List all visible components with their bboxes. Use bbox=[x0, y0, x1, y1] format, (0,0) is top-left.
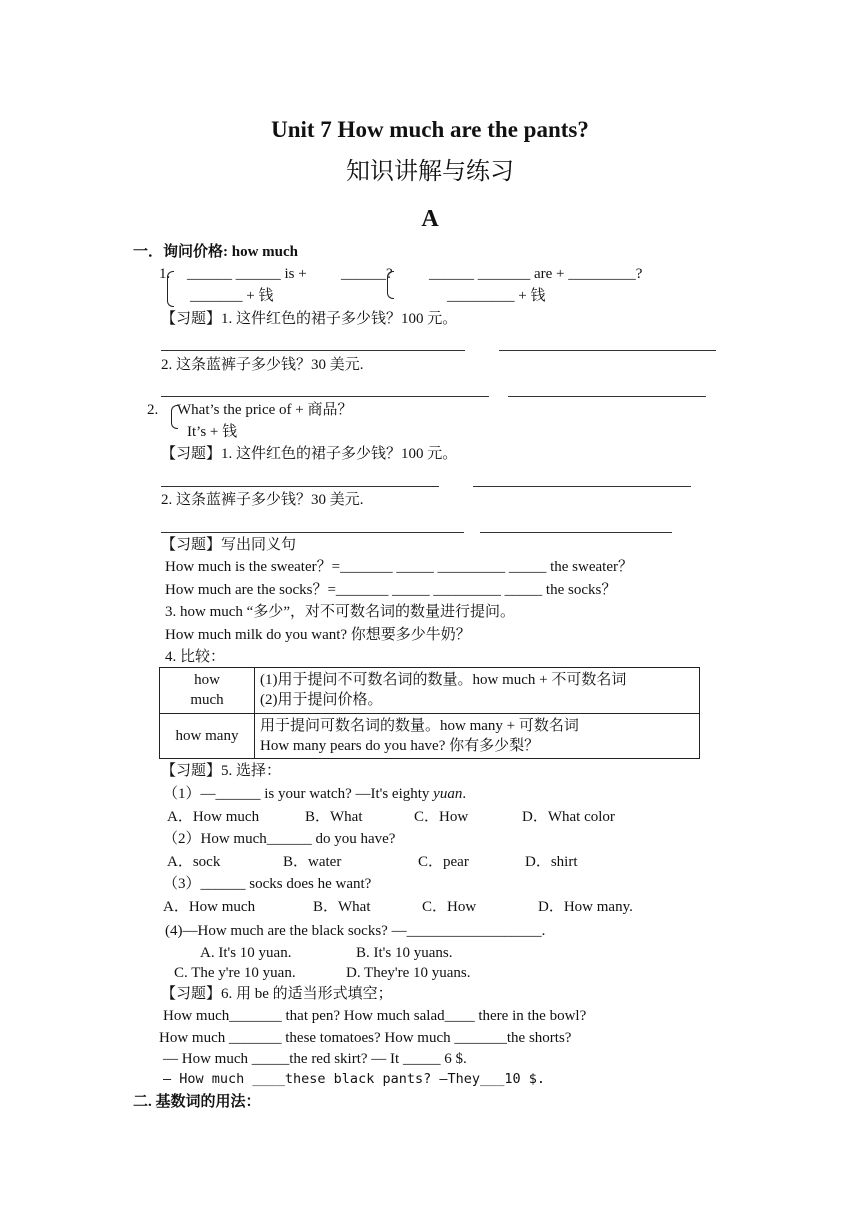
answer-line bbox=[480, 532, 672, 533]
section-letter: A bbox=[421, 206, 439, 232]
synonym-sentence-2: How much are the socks？=_______ _____ _________ _____ the socks？ bbox=[165, 582, 617, 598]
pattern-1-line2-a: _______ + 钱 bbox=[190, 288, 274, 304]
q2-option-b: B．water bbox=[283, 854, 342, 870]
q4-option-c: C. The y're 10 yuan. bbox=[174, 965, 296, 981]
q3-option-c: C．How bbox=[422, 899, 477, 915]
exercise-2-question-2: 2. 这条蓝裤子多少钱？30 美元. bbox=[161, 492, 364, 508]
pattern-2-number: 2. bbox=[147, 402, 159, 418]
pattern-1-line1-a: ______ ______ is + bbox=[187, 266, 307, 282]
answer-line bbox=[508, 396, 706, 397]
q1-option-b: B．What bbox=[305, 809, 363, 825]
comparison-table bbox=[159, 667, 700, 759]
table-cell-how-many-desc bbox=[255, 713, 700, 759]
q1-option-d: D．What color bbox=[522, 809, 615, 825]
fill-sentence-4: — How much ____these black pants? —They___10 $. bbox=[163, 1071, 546, 1087]
synonym-heading: 【习题】写出同义句 bbox=[161, 537, 297, 553]
fill-sentence-3: — How much _____the red skirt? — It _____ 6 $. bbox=[163, 1051, 467, 1067]
exercise-2-heading: 【习题】1. 这件红色的裙子多少钱？100 元。 bbox=[161, 446, 458, 462]
table-row bbox=[160, 713, 700, 759]
pattern-2-line1: What’s the price of + 商品？ bbox=[177, 402, 353, 418]
q1-option-c: C．How bbox=[414, 809, 469, 825]
q3-option-d: D．How many. bbox=[538, 899, 633, 915]
question-3: （3）______ socks does he want? bbox=[163, 876, 372, 892]
point-3: 3. how much “多少”，对不可数名词的数量进行提问。 bbox=[165, 604, 515, 620]
point-4: 4. 比较： bbox=[165, 649, 226, 665]
q4-option-d: D. They're 10 yuans. bbox=[346, 965, 471, 981]
exercise-1-question-2: 2. 这条蓝裤子多少钱？30 美元. bbox=[161, 357, 364, 373]
exercise-5-heading: 【习题】5. 选择： bbox=[161, 763, 282, 779]
fill-sentence-2: How much _______ these tomatoes? How much _______the shorts? bbox=[159, 1030, 572, 1046]
question-2: （2）How much______ do you have? bbox=[163, 831, 396, 847]
cell-text: 用于提问可数名词的数量。how many + 可数名词 bbox=[260, 717, 579, 734]
cell-text: how bbox=[194, 672, 220, 688]
brace-middle bbox=[387, 271, 394, 299]
table-cell-how-much-desc bbox=[255, 668, 700, 714]
q2-option-d: D．shirt bbox=[525, 854, 578, 870]
pattern-1-line2-b: _________ + 钱 bbox=[447, 288, 546, 304]
page-title: Unit 7 How much are the pants? bbox=[271, 117, 589, 142]
q1-option-a: A．How much bbox=[167, 809, 260, 825]
answer-line bbox=[499, 350, 716, 351]
answer-line bbox=[161, 486, 439, 487]
answer-line bbox=[161, 350, 465, 351]
answer-line bbox=[161, 532, 464, 533]
q3-option-a: A．How much bbox=[163, 899, 256, 915]
page-subtitle: 知识讲解与练习 bbox=[346, 159, 514, 185]
question-1-end: . bbox=[462, 786, 467, 802]
table-cell-how-many: how many bbox=[160, 713, 255, 759]
q2-option-c: C．pear bbox=[418, 854, 469, 870]
exercise-6-heading: 【习题】6. 用 be 的适当形式填空； bbox=[161, 986, 393, 1002]
pattern-2-line2: It’s + 钱 bbox=[187, 424, 238, 440]
brace-left bbox=[167, 271, 174, 307]
q3-option-b: B．What bbox=[313, 899, 371, 915]
section-heading-1: 一．询问价格: how much bbox=[133, 244, 299, 260]
point-3-example: How much milk do you want? 你想要多少牛奶？ bbox=[165, 627, 471, 643]
pattern-1-number: 1. bbox=[159, 266, 171, 282]
pattern-1-line1-c: ______ _______ are + _________? bbox=[429, 266, 643, 282]
q4-option-b: B. It's 10 yuans. bbox=[356, 945, 453, 961]
cell-text: How many pears do you have? 你有多少梨？ bbox=[260, 737, 540, 754]
question-1 bbox=[163, 785, 466, 803]
answer-line bbox=[161, 396, 489, 397]
q4-option-a: A. It's 10 yuan. bbox=[200, 945, 292, 961]
cell-text: (1)用于提问不可数名词的数量。how much + 不可数名词 bbox=[260, 672, 627, 688]
cell-text: (2)用于提问价格。 bbox=[260, 692, 383, 709]
section-heading-2: 二. 基数词的用法： bbox=[133, 1094, 261, 1110]
q2-option-a: A．sock bbox=[167, 854, 221, 870]
table-row bbox=[160, 668, 700, 714]
answer-line bbox=[473, 486, 691, 487]
fill-sentence-1: How much_______ that pen? How much salad____ there in the bowl? bbox=[163, 1008, 587, 1024]
question-4: (4)—How much are the black socks? —__________________. bbox=[165, 923, 546, 939]
exercise-1-heading: 【习题】1. 这件红色的裙子多少钱？100 元。 bbox=[161, 311, 458, 327]
synonym-sentence-1: How much is the sweater？=_______ _____ _________ _____ the sweater？ bbox=[165, 559, 633, 575]
question-1-text: （1）—______ is your watch? —It's eighty bbox=[163, 786, 434, 802]
question-1-italic: yuan bbox=[433, 786, 463, 802]
pattern-1-line1-b: ______? bbox=[341, 266, 393, 282]
cell-text: much bbox=[190, 692, 224, 709]
table-cell-how-much bbox=[160, 668, 255, 714]
